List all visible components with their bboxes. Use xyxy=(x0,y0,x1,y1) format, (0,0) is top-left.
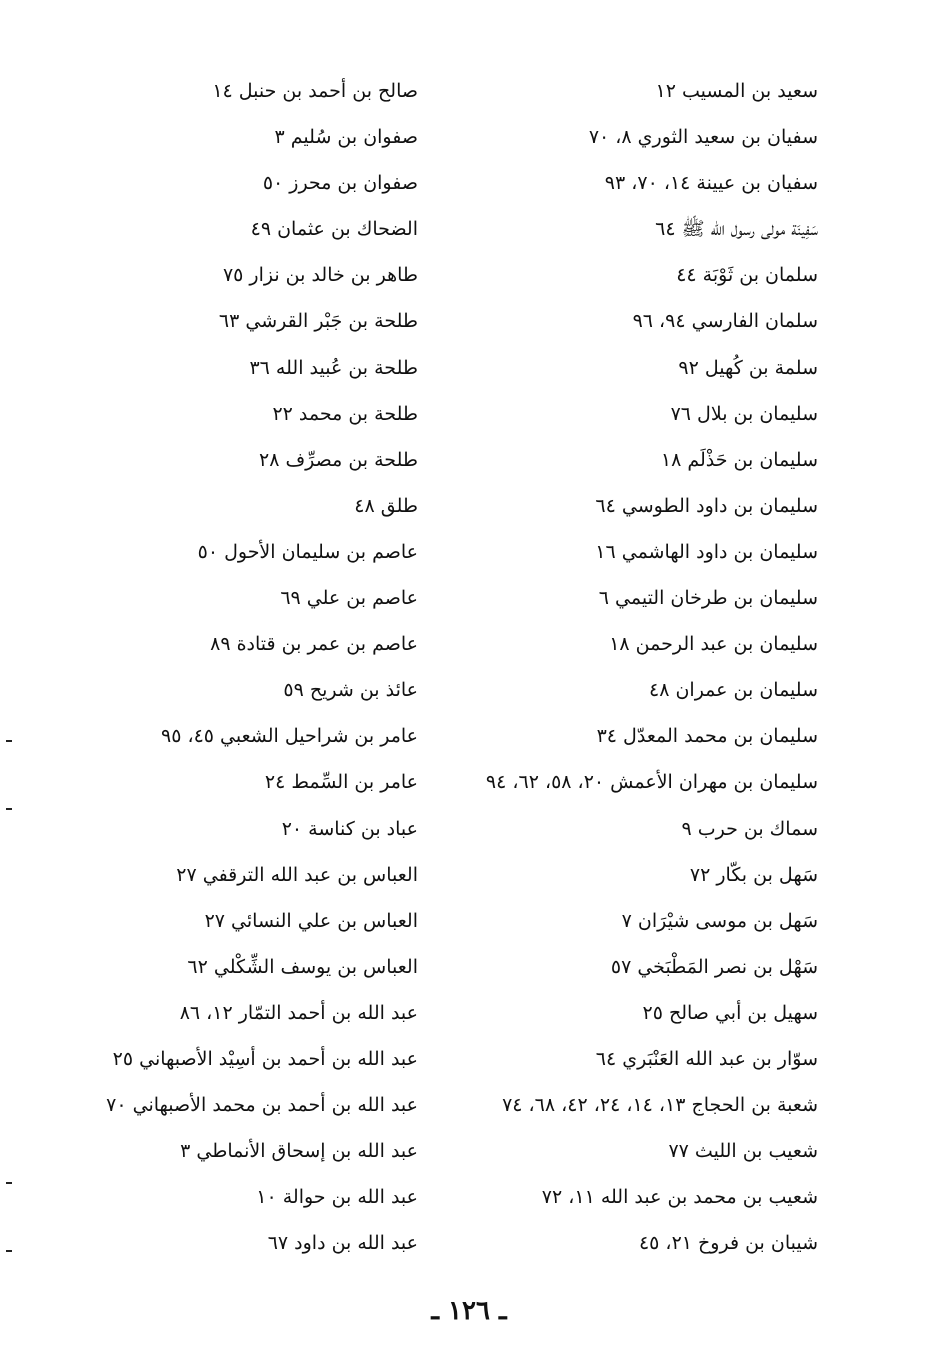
scan-mark xyxy=(6,1182,12,1184)
index-entry: عبد الله بن إسحاق الأنماطي ٣ xyxy=(180,1140,418,1163)
index-entry: طلحة بن محمد ٢٢ xyxy=(272,402,418,425)
index-entry: سليمان بن مهران الأعمش ٢٠، ٥٨، ٦٢، ٩٤ xyxy=(485,771,818,794)
index-entry: طاهر بن خالد بن نزار ٧٥ xyxy=(222,264,418,287)
index-entry: عاصم بن عمر بن قتادة ٨٩ xyxy=(210,633,418,656)
scan-mark xyxy=(6,740,12,742)
index-entry: سهيل بن أبي صالح ٢٥ xyxy=(642,1001,818,1024)
index-entry: سَهل بن بكّار ٧٢ xyxy=(689,863,818,886)
index-entry: العباس بن علي النسائي ٢٧ xyxy=(204,909,418,932)
index-entry: سفيان بن عيينة ١٤، ٧٠، ٩٣ xyxy=(604,172,818,195)
index-entry: سليمان بن عبد الرحمن ١٨ xyxy=(609,633,818,656)
page-number: ـ ١٢٦ ـ xyxy=(431,1296,507,1326)
index-entry: عبد الله بن حوالة ١٠ xyxy=(256,1186,418,1209)
index-entry: سماك بن حرب ٩ xyxy=(681,817,818,840)
index-entry: سعيد بن المسيب ١٢ xyxy=(655,80,818,102)
index-entry: سلمة بن كُهيل ٩٢ xyxy=(678,356,818,379)
index-entry: سلمان الفارسي ٩٤، ٩٦ xyxy=(632,310,818,333)
index-entry: عبد الله بن أحمد بن محمد الأصبهاني ٧٠ xyxy=(106,1094,418,1117)
index-entry: شعيب بن محمد بن عبد الله ١١، ٧٢ xyxy=(541,1186,818,1209)
left-column xyxy=(58,68,418,1266)
index-entry: سليمان بن عمران ٤٨ xyxy=(649,679,818,702)
index-entry: عامر بن شراحيل الشعبي ٤٥، ٩٥ xyxy=(160,725,418,748)
index-entry: شعبة بن الحجاج ١٣، ١٤، ٢٤، ٤٢، ٦٨، ٧٤ xyxy=(502,1094,818,1117)
index-entry: الضحاك بن عثمان ٤٩ xyxy=(250,218,418,241)
index-entry: صالح بن أحمد بن حنبل ١٤ xyxy=(212,80,418,102)
index-entry: عاصم بن سليمان الأحول ٥٠ xyxy=(197,540,418,563)
index-entry: سليمان بن داود الهاشمي ١٦ xyxy=(595,540,818,563)
index-entry: شيبان بن فروخ ٢١، ٤٥ xyxy=(638,1232,818,1255)
scan-mark xyxy=(6,808,12,810)
index-entry: طلحة بن عُبيد الله ٣٦ xyxy=(249,356,418,379)
index-entry: العباس بن عبد الله الترقفي ٢٧ xyxy=(176,863,418,886)
index-entry: سليمان بن طرخان التيمي ٦ xyxy=(598,587,818,610)
index-entry: صفوان بن سُليم ٣ xyxy=(274,126,418,149)
index-entry: سَهل بن موسى شيْرَان ٧ xyxy=(621,909,818,932)
index-entry: طلق ٤٨ xyxy=(354,494,418,517)
index-entry: العباس بن يوسف الشِّكْلي ٦٢ xyxy=(187,955,418,978)
index-entry: عائذ بن شريح ٥٩ xyxy=(283,679,418,702)
index-entry: طلحة بن جَبْر القرشي ٦٣ xyxy=(218,310,418,333)
index-entry: سليمان بن حَذْلَم ١٨ xyxy=(660,448,818,471)
index-entry: سليمان بن محمد المعدّل ٣٤ xyxy=(596,725,818,748)
index-entry: عاصم بن علي ٦٩ xyxy=(280,587,418,610)
index-entry: عبد الله بن داود ٦٧ xyxy=(267,1232,418,1255)
index-entry: عبد الله بن أحمد بن أسِيْد الأصبهاني ٢٥ xyxy=(112,1047,418,1070)
index-entry: عبد الله بن أحمد التمّار ١٢، ٨٦ xyxy=(179,1001,418,1024)
index-entry: عباد بن كناسة ٢٠ xyxy=(281,817,418,840)
index-entry: شعيب بن الليث ٧٧ xyxy=(668,1140,818,1163)
index-entry: سلمان بن ثَوْبَة ٤٤ xyxy=(676,264,818,287)
index-entry: صفوان بن محرز ٥٠ xyxy=(262,172,418,195)
index-entry: سليمان بن بلال ٧٦ xyxy=(670,402,818,425)
index-entry: سَهْل بن نصر المَطْبَخي ٥٧ xyxy=(610,955,818,978)
index-entry: سليمان بن داود الطوسي ٦٤ xyxy=(595,494,818,517)
index-entry: طلحة بن مصرِّف ٢٨ xyxy=(259,448,418,471)
index-entry: عامر بن السِّمط ٢٤ xyxy=(264,771,418,794)
right-column xyxy=(458,68,818,1266)
scan-mark xyxy=(6,1250,12,1252)
index-entry: سوّار بن عبد الله العَنْبَري ٦٤ xyxy=(595,1047,818,1070)
index-entry: سفيان بن سعيد الثوري ٨، ٧٠ xyxy=(588,126,818,149)
index-entry: سَفِينَة مولى رسول الله ﷺ ٦٤ xyxy=(655,218,818,241)
